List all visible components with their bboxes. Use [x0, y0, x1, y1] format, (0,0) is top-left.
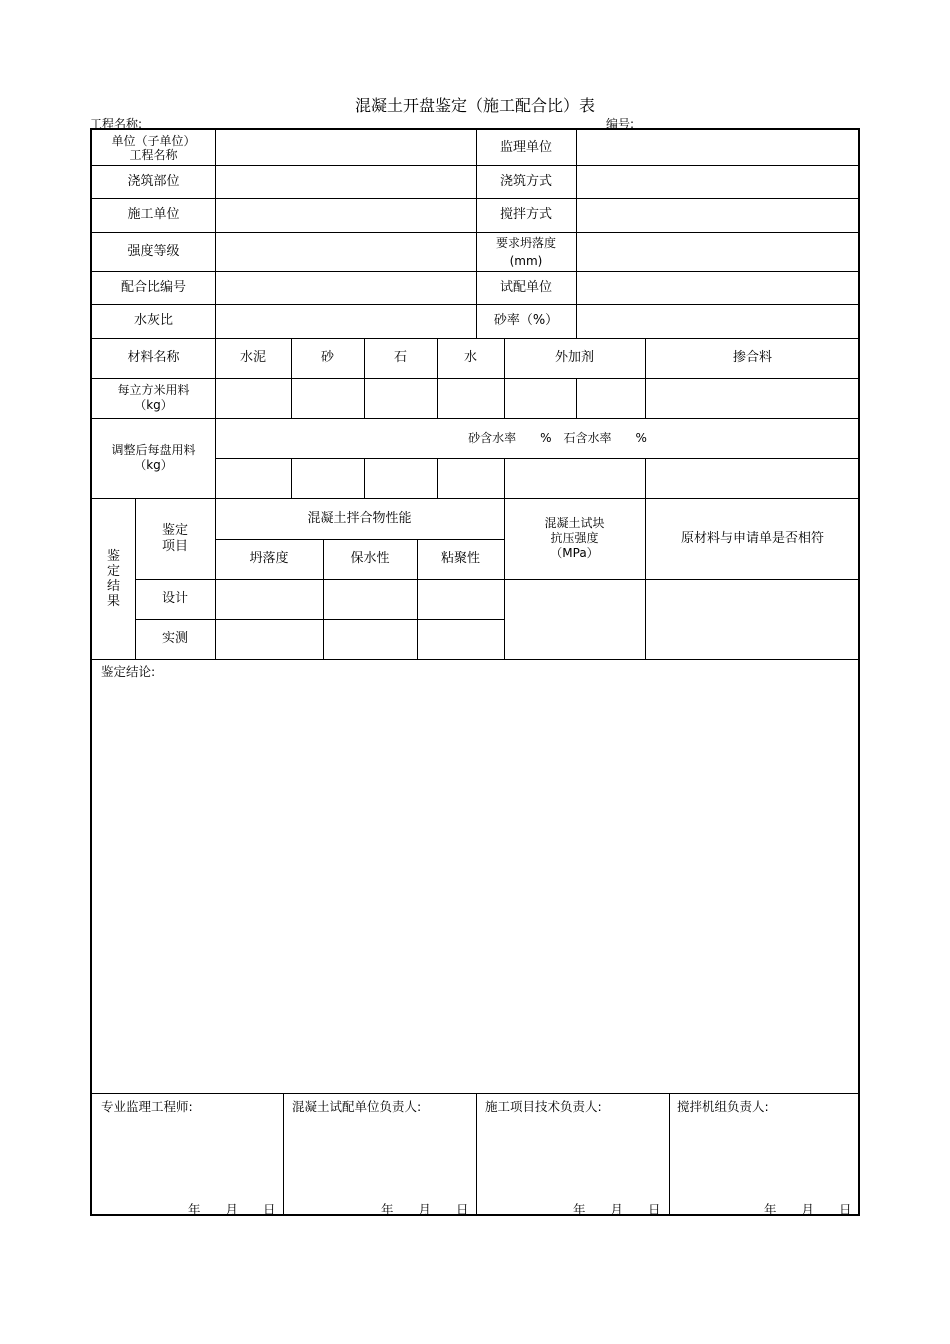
material-name-header: 材料名称 [127, 350, 180, 365]
document-title: 混凝土开盘鉴定（施工配合比）表 [354, 96, 595, 115]
mixer-crew-head-label: 搅拌机组负责人: [677, 1099, 769, 1114]
technical-head-date: 年 月 日 [573, 1202, 661, 1217]
water-retention-header: 保水性 [350, 551, 390, 566]
supervising-engineer-date: 年 月 日 [188, 1202, 276, 1217]
form-table [90, 128, 860, 1216]
per-cubic-meter-label: 每立方米用料 （kg） [117, 383, 190, 412]
trial-mix-head-date: 年 月 日 [381, 1202, 469, 1217]
admixture-header: 外加剂 [554, 350, 594, 365]
col-line [476, 1093, 477, 1216]
water-header: 水 [463, 350, 477, 365]
measured-label: 实测 [161, 631, 188, 646]
mineral-admixture-header: 掺合料 [732, 350, 772, 365]
compressive-strength-header: 混凝土试块 抗压强度 （MPa） [544, 516, 605, 560]
trial-mix-unit-label: 试配单位 [499, 279, 552, 295]
required-slump-label: 要求坍落度 (mm) [495, 235, 556, 268]
cohesion-header: 粘聚性 [440, 551, 480, 566]
unit-project-name-label: 单位（子单位） 工程名称 [111, 133, 196, 162]
sand-header: 砂 [320, 350, 334, 365]
col-line [576, 130, 577, 338]
moisture-content-text: 砂含水率 % 石含水率 % [468, 430, 647, 445]
col-line [669, 1093, 670, 1216]
mix-number-label: 配合比编号 [120, 279, 186, 295]
water-cement-ratio-label: 水灰比 [133, 313, 173, 328]
conclusion-label: 鉴定结论: [101, 664, 156, 679]
adjusted-batch-label: 调整后每盘用料 （kg） [111, 443, 196, 472]
construction-unit-label: 施工单位 [127, 207, 180, 222]
col-line [504, 458, 505, 498]
col-line [291, 458, 292, 498]
slump-header: 坍落度 [249, 551, 289, 566]
row-line [215, 458, 860, 459]
strength-grade-label: 强度等级 [127, 243, 180, 259]
technical-head-label: 施工项目技术负责人: [485, 1099, 602, 1114]
col-line [437, 458, 438, 498]
mix-performance-header: 混凝土拌合物性能 [307, 510, 412, 526]
supervision-unit-label: 监理单位 [499, 139, 552, 155]
col-line [645, 458, 646, 498]
cement-header: 水泥 [239, 350, 266, 365]
trial-mix-head-label: 混凝土试配单位负责人: [292, 1099, 422, 1114]
mixing-method-label: 搅拌方式 [499, 207, 552, 222]
pouring-method-label: 浇筑方式 [499, 173, 552, 189]
mixer-crew-head-date: 年 月 日 [764, 1202, 852, 1217]
row-line [92, 659, 860, 660]
design-label: 设计 [161, 591, 188, 606]
number-label: 编号: [606, 117, 635, 131]
row-line [135, 579, 860, 580]
sand-ratio-label: 砂率（%） [493, 313, 559, 328]
project-name-label: 工程名称: [90, 117, 143, 131]
stone-header: 石 [393, 350, 407, 365]
appraisal-item-label: 鉴定 项目 [161, 522, 188, 554]
col-line [215, 130, 216, 338]
col-line [576, 378, 577, 418]
supervising-engineer-label: 专业监理工程师: [101, 1099, 193, 1114]
pouring-location-label: 浇筑部位 [127, 173, 180, 189]
col-line [283, 1093, 284, 1216]
material-match-header: 原材料与申请单是否相符 [680, 530, 824, 546]
appraisal-result-label: 鉴 定 结 果 [106, 548, 120, 609]
col-line [364, 458, 365, 498]
